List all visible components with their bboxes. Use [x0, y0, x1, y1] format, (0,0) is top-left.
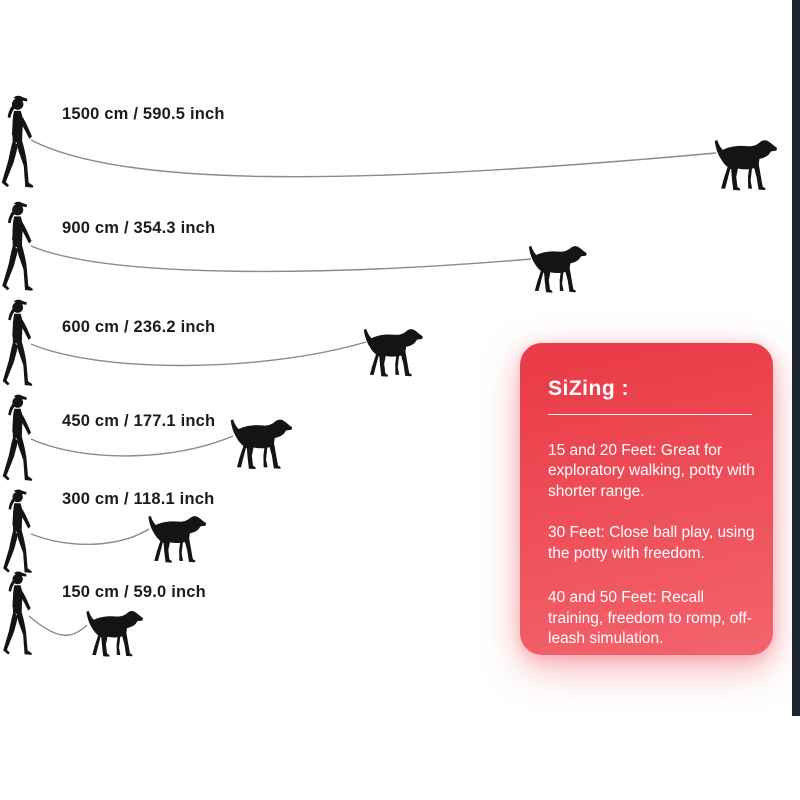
- person-silhouette-icon: [3, 395, 33, 481]
- person-silhouette-icon: [3, 300, 33, 386]
- person-silhouette-icon: [3, 489, 32, 572]
- length-label-150cm: 150 cm / 59.0 inch: [62, 583, 206, 601]
- leash-line: [31, 529, 149, 544]
- right-edge-strip: [792, 0, 800, 716]
- sizing-card-heading: SiZing :: [548, 377, 629, 400]
- length-label-600cm: 600 cm / 236.2 inch: [62, 318, 216, 336]
- sizing-item-15-20-feet: 15 and 20 Feet: Great for exploratory walking, potty with shorter range.: [548, 442, 755, 500]
- dog-silhouette-icon: [529, 246, 587, 293]
- leash-line: [31, 140, 716, 177]
- length-label-300cm: 300 cm / 118.1 inch: [62, 490, 215, 508]
- sizing-item-40-50-feet: 40 and 50 Feet: Recall training, freedom to romp, off-leash simulation.: [548, 589, 752, 648]
- length-label-450cm: 450 cm / 177.1 inch: [62, 412, 216, 430]
- leash-line: [31, 246, 531, 271]
- leash-line: [31, 436, 233, 456]
- length-label-900cm: 900 cm / 354.3 inch: [62, 219, 216, 237]
- person-silhouette-icon: [2, 202, 32, 291]
- dog-silhouette-icon: [715, 140, 777, 190]
- length-label-1500cm: 1500 cm / 590.5 inch: [62, 105, 225, 123]
- dog-silhouette-icon: [364, 329, 423, 377]
- leash-line: [29, 616, 87, 635]
- person-silhouette-icon: [2, 96, 33, 188]
- dog-silhouette-icon: [86, 611, 143, 657]
- dog-silhouette-icon: [231, 419, 292, 469]
- leash-line: [31, 342, 366, 366]
- sizing-card-divider: [548, 414, 752, 415]
- sizing-item-30-feet: 30 Feet: Close ball play, using the potty with freedom.: [548, 524, 755, 562]
- dog-silhouette-icon: [148, 516, 206, 563]
- sizing-card: [520, 343, 773, 655]
- person-silhouette-icon: [3, 571, 32, 654]
